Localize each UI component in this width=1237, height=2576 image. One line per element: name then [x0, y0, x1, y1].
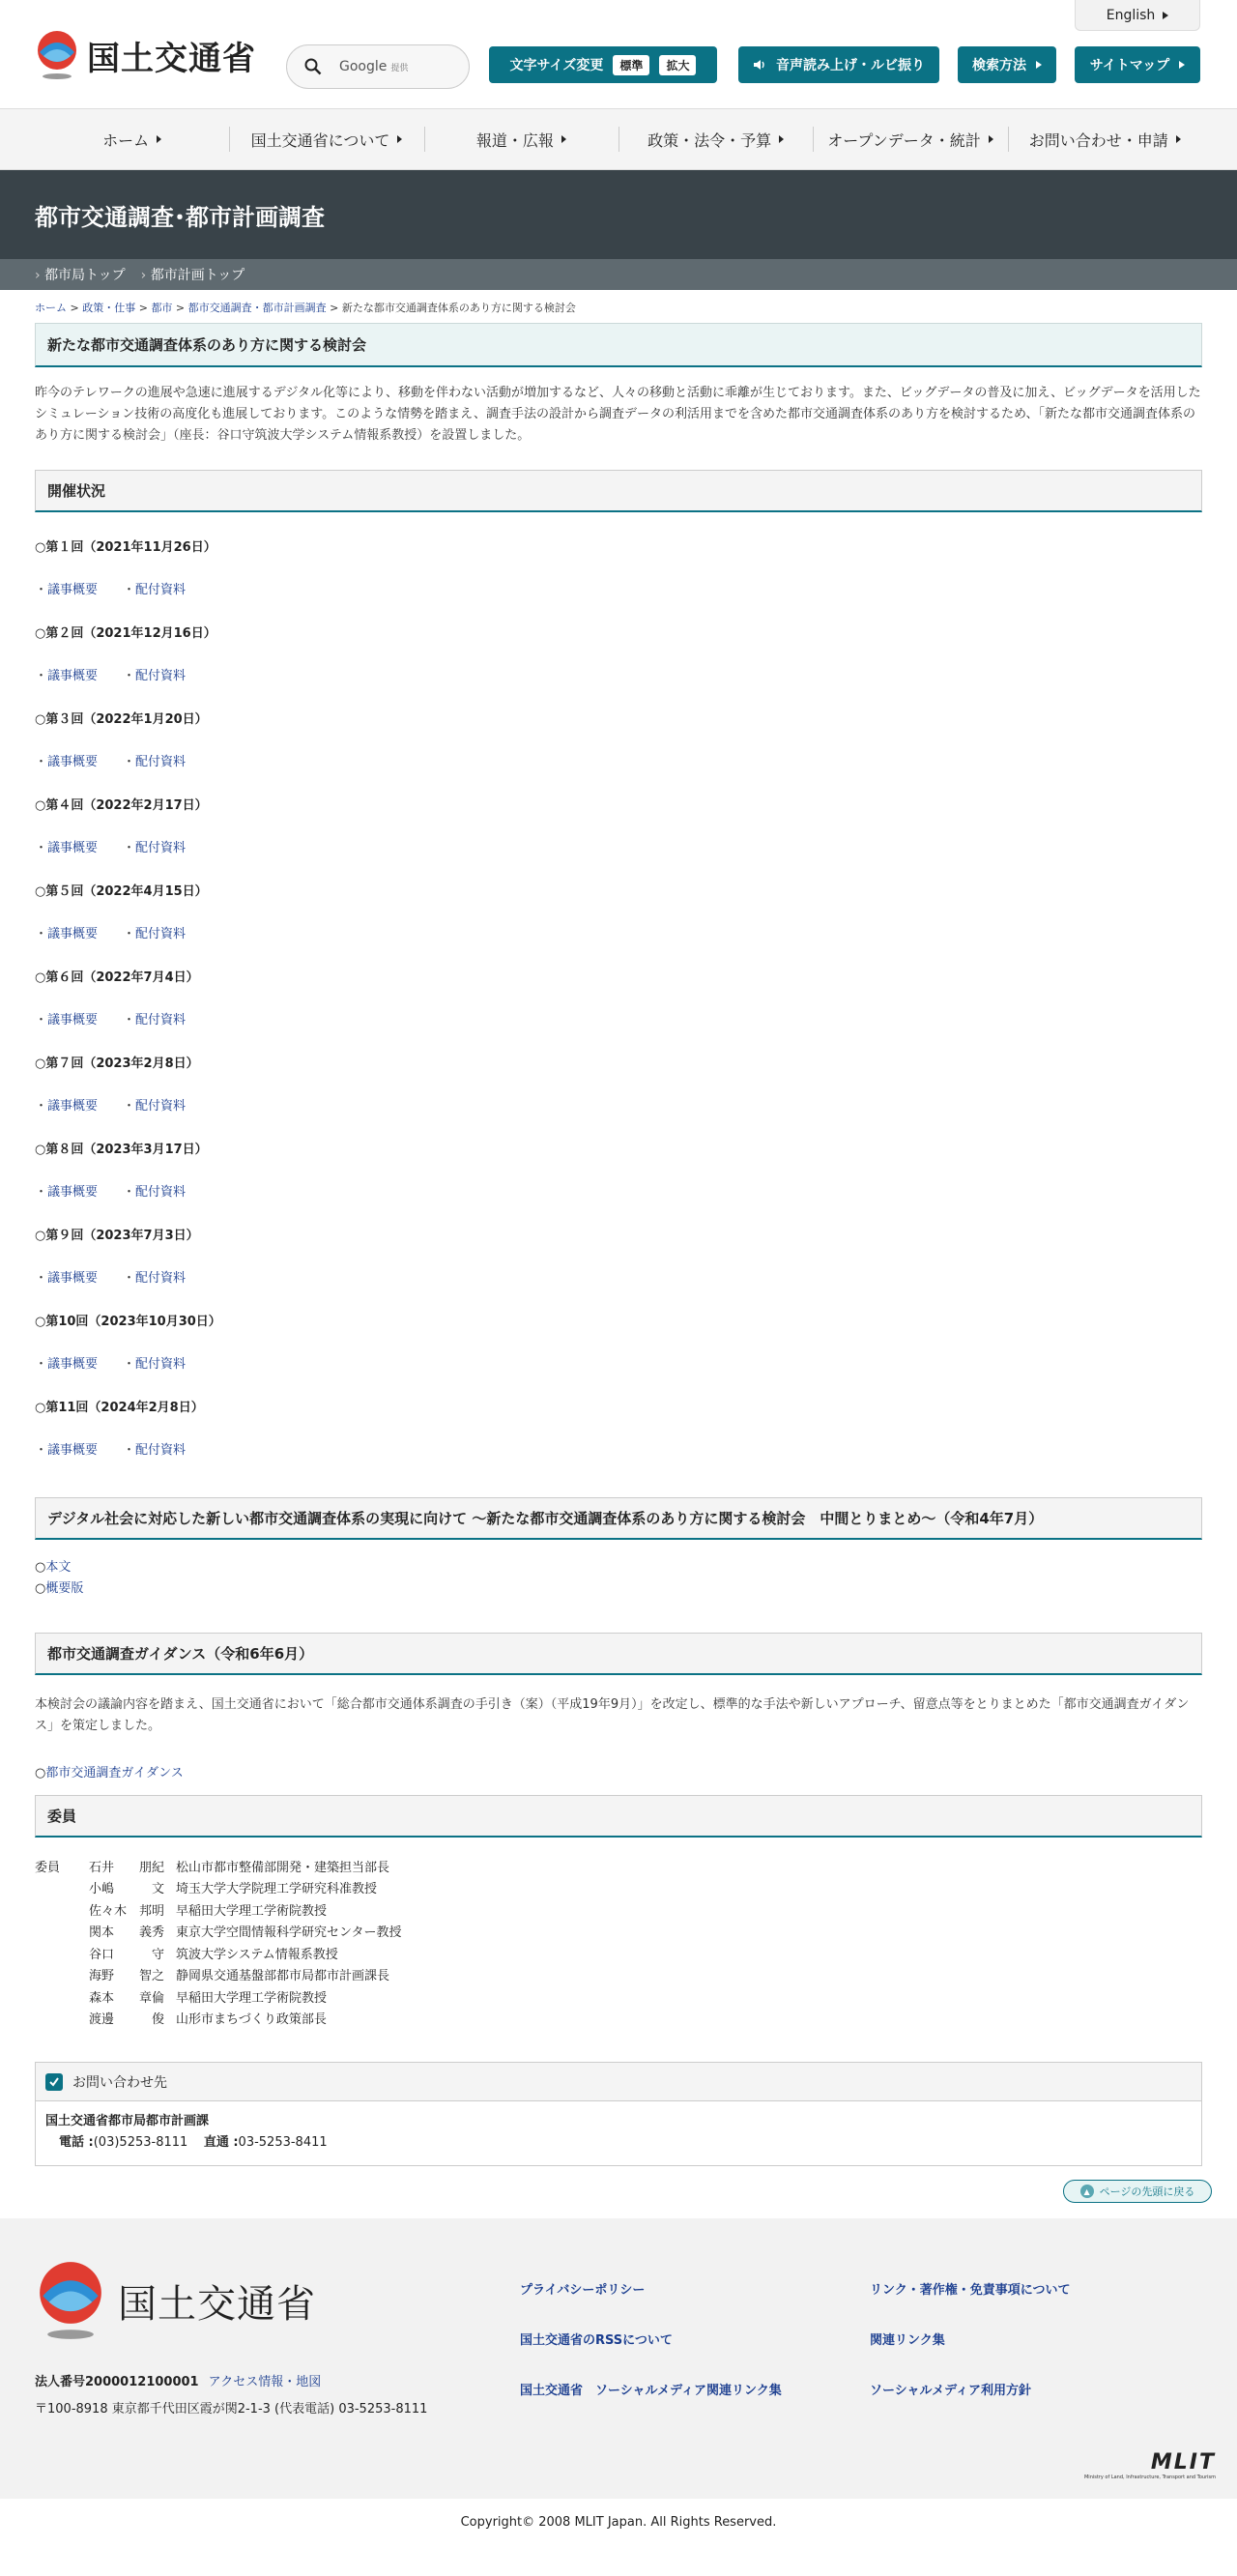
session-links: ・議事概要 ・配付資料: [35, 583, 187, 597]
member-row: [35, 1964, 1202, 1986]
member-affiliation: 東京大学空間情報科学研究センター教授: [176, 1925, 402, 1941]
chevron-right-icon: [157, 135, 161, 143]
session-links: ・議事概要 ・配付資料: [35, 841, 187, 855]
session-list: [35, 524, 1202, 1470]
mlit-emblem-icon: [35, 29, 79, 81]
minutes-link[interactable]: 議事概要: [47, 755, 99, 769]
interim-heading: デジタル社会に対応した新しい都市交通調査体系の実現に向けて ～新たな都市交通調査体系のあり方に関する検討会 中間とりまとめ～（令和4年7月）: [35, 1497, 1202, 1540]
member-affiliation: 早稲田大学理工学術院教授: [176, 1903, 328, 1919]
session-links: ・議事概要 ・配付資料: [35, 1271, 187, 1286]
site-header: [0, 0, 1237, 108]
session-title: ○第６回（2022年7月4日）: [35, 970, 199, 985]
english-link[interactable]: [1075, 0, 1200, 31]
site-footer: [0, 2218, 1237, 2499]
sitemap-label: サイトマップ: [1089, 58, 1170, 73]
member-name: [89, 2009, 176, 2027]
session-item: [35, 1126, 1202, 1212]
minutes-link[interactable]: 議事概要: [47, 927, 99, 941]
member-name: [89, 1900, 176, 1919]
member-name: [89, 1987, 176, 2006]
materials-link[interactable]: 配付資料: [135, 1443, 187, 1458]
minutes-link[interactable]: 議事概要: [47, 1013, 99, 1028]
session-links: ・議事概要 ・配付資料: [35, 1443, 187, 1458]
mlit-wordmark: [1084, 2450, 1216, 2480]
session-links: ・議事概要 ・配付資料: [35, 1013, 187, 1028]
member-family-name: 小嶋: [89, 1882, 115, 1897]
materials-link[interactable]: 配付資料: [135, 1013, 187, 1028]
section-title: 都市交通調査･都市計画調査: [0, 170, 1237, 259]
member-name: [89, 1857, 176, 1875]
contact-phones: [45, 2132, 1192, 2154]
footer-links: [520, 2280, 1160, 2402]
materials-link[interactable]: 配付資料: [135, 841, 187, 855]
member-given-name: 邦明: [138, 1903, 164, 1919]
session-title: ○第２回（2021年12月16日）: [35, 625, 216, 641]
page-title: 新たな都市交通調査体系のあり方に関する検討会: [35, 323, 1202, 367]
session-item: [35, 782, 1202, 868]
materials-link[interactable]: 配付資料: [135, 927, 187, 941]
bullet-icon: ›: [140, 268, 147, 283]
interim-summary-link[interactable]: 概要版: [45, 1581, 84, 1596]
status-heading: 開催状況: [35, 470, 1202, 512]
minutes-link[interactable]: 議事概要: [47, 1185, 99, 1200]
footer-logo-text: 国土交通省: [118, 2281, 316, 2327]
session-links: ・議事概要 ・配付資料: [35, 1099, 187, 1114]
direct-label: 直通 :: [203, 2135, 239, 2150]
session-links: ・議事概要 ・配付資料: [35, 1357, 187, 1372]
member-row: [35, 1942, 1202, 1964]
session-links: ・議事概要 ・配付資料: [35, 755, 187, 769]
footer-address: 〒100-8918 東京都千代田区霞が関2-1-3 (代表電話) 03-5253-8111: [35, 2402, 428, 2417]
member-row: [35, 1877, 1202, 1899]
member-affiliation: 埼玉大学大学院理工学研究科准教授: [176, 1882, 378, 1897]
rss-link[interactable]: 国土交通省のRSSについて: [520, 2333, 673, 2348]
voice-label: 音声読み上げ・ルビ振り: [776, 58, 925, 73]
google-brand: Google: [339, 59, 388, 74]
font-size-label: 文字サイズ変更: [509, 58, 604, 73]
member-given-name: 章倫: [138, 1990, 164, 2006]
font-standard-button[interactable]: 標準: [613, 55, 649, 75]
mlit-wordmark-sub: Ministry of Land, Infrastructure, Transport and Tourism: [1083, 2475, 1216, 2480]
member-given-name: 智之: [138, 1969, 164, 1984]
google-search-label: [339, 59, 408, 74]
member-name: [89, 1878, 176, 1896]
gnav-item-press[interactable]: [424, 109, 618, 169]
member-role: 委員: [35, 1860, 61, 1875]
member-row: [35, 2008, 1202, 2030]
contact-header: [36, 2063, 1201, 2101]
session-item: [35, 954, 1202, 1040]
gnav-label: オープンデータ・統計: [827, 130, 981, 150]
search-icon: [304, 58, 322, 75]
city-planning-top-link[interactable]: 都市計画トップ: [150, 268, 245, 283]
gnav-label: 報道・広報: [475, 130, 554, 150]
gnav-item-contact[interactable]: [1008, 109, 1202, 169]
breadcrumb: ホーム > 政策・仕事 > 都市 > 都市交通調査・都市計画調査 > 新たな都市交通調査体系のあり方に関する検討会: [35, 302, 576, 314]
member-name: [89, 1944, 176, 1962]
corporate-number: 法人番号2000012100001: [35, 2375, 199, 2389]
gnav-label: お問い合わせ・申請: [1028, 130, 1168, 150]
member-family-name: 石井: [89, 1860, 115, 1875]
guidance-text: 本検討会の議論内容を踏まえ、国土交通省において「総合都市交通体系調査の手引き（案）（平成19年9月）」を改定し、標準的な手法や新しいアプローチ、留意点等をとりまとめた「都市交通調査ガイダンス」を策定しました。: [35, 1697, 1190, 1733]
session-item: [35, 1212, 1202, 1298]
access-map-link[interactable]: アクセス情報・地図: [208, 2375, 322, 2389]
interim-links: ○本文 ○概要版: [35, 1560, 84, 1596]
back-to-top-button[interactable]: [1063, 2180, 1212, 2203]
gnav-item-home[interactable]: [35, 109, 229, 169]
section-links: [0, 259, 1237, 290]
member-given-name: 義秀: [138, 1925, 164, 1941]
member-row: [35, 1898, 1202, 1921]
session-title: ○第７回（2023年2月8日）: [35, 1056, 199, 1071]
breadcrumb-home[interactable]: ホーム: [35, 302, 67, 314]
minutes-link[interactable]: 議事概要: [47, 1271, 99, 1286]
member-given-name: 文: [151, 1882, 164, 1897]
search-method-button[interactable]: [958, 46, 1056, 83]
guidance-heading: 都市交通調査ガイダンス（令和6年6月）: [35, 1633, 1202, 1675]
session-item: [35, 696, 1202, 782]
member-family-name: 関本: [89, 1925, 115, 1941]
breadcrumb-current: 新たな都市交通調査体系のあり方に関する検討会: [341, 302, 576, 314]
social-media-links-link[interactable]: 国土交通省 ソーシャルメディア関連リンク集: [520, 2384, 782, 2398]
check-icon: [45, 2073, 63, 2091]
minutes-link[interactable]: 議事概要: [47, 583, 99, 597]
member-affiliation: 松山市都市整備部開発・建築担当部長: [176, 1860, 390, 1875]
session-item: [35, 1040, 1202, 1126]
session-title: ○第１回（2021年11月26日）: [35, 539, 216, 555]
session-links: ・議事概要 ・配付資料: [35, 1185, 187, 1200]
minutes-link[interactable]: 議事概要: [47, 669, 99, 683]
session-title: ○第11回（2024年2月8日）: [35, 1400, 204, 1415]
member-row: [35, 1855, 1202, 1877]
session-item: [35, 610, 1202, 696]
guidance-link[interactable]: 都市交通調査ガイダンス: [45, 1766, 184, 1780]
bullet-icon: ›: [35, 268, 41, 283]
footer-logo[interactable]: [35, 2259, 316, 2342]
session-title: ○第５回（2022年4月15日）: [35, 883, 208, 899]
member-name: [89, 1965, 176, 1983]
intro-text: 昨今のテレワークの進展や急速に進展するデジタル化等により、移動を伴わない活動が増加するなど、人々の移動と活動に乖離が生じております。また、ビッグデータの普及に加え、ビッグデータを活用したシミュレーション技術の高度化も進展しております。このような情勢を踏まえ、調査手法の設計から調査データの利活用までを含めた都市交通調査体系のあり方を検討するため、「新たな都市交通調査体系のあり方に関する検討会」（座長：谷口守筑波大学システム情報系教授）を設置しました。: [35, 386, 1201, 443]
member-family-name: 渡邊: [89, 2012, 115, 2028]
breadcrumb-city[interactable]: 都市: [151, 302, 173, 314]
contact-heading: お問い合わせ先: [72, 2074, 167, 2091]
minutes-link[interactable]: 議事概要: [47, 1443, 99, 1458]
logo-text: 国土交通省: [87, 39, 256, 78]
member-affiliation: 早稲田大学理工学術院教授: [176, 1990, 328, 2006]
arrow-up-icon: ▲: [1080, 2185, 1094, 2198]
session-item: [35, 524, 1202, 610]
member-affiliation: 静岡県交通基盤部都市局都市計画課長: [176, 1969, 390, 1984]
gnav-item-opendata[interactable]: [813, 109, 1007, 169]
sitemap-button[interactable]: [1075, 46, 1200, 83]
materials-link[interactable]: 配付資料: [135, 583, 187, 597]
chevron-right-icon: [561, 135, 566, 143]
member-affiliation: 山形市まちづくり政策部長: [176, 2012, 327, 2028]
session-title: ○第３回（2022年1月20日）: [35, 711, 208, 727]
session-item: [35, 1384, 1202, 1470]
gnav-label: 政策・法令・予算: [647, 130, 772, 150]
session-links: ・議事概要 ・配付資料: [35, 927, 187, 941]
contact-org: 国土交通省都市局都市計画課: [45, 2114, 210, 2128]
session-links: ・議事概要 ・配付資料: [35, 669, 187, 683]
gnav-item-policy[interactable]: [618, 109, 813, 169]
session-title: ○第10回（2023年10月30日）: [35, 1314, 221, 1329]
member-row: [35, 1921, 1202, 1943]
member-given-name: 朋紀: [138, 1860, 164, 1875]
member-family-name: 谷口: [89, 1947, 115, 1962]
phone-label: 電話 :: [59, 2135, 94, 2150]
member-name: [89, 1922, 176, 1940]
google-suffix: 提供: [390, 64, 409, 73]
speaker-icon: [753, 58, 766, 72]
member-given-name: 守: [151, 1947, 164, 1962]
chevron-right-icon: [1176, 135, 1181, 143]
font-size-control: [489, 46, 717, 83]
privacy-policy-link[interactable]: プライバシーポリシー: [520, 2283, 646, 2298]
materials-link[interactable]: 配付資料: [135, 755, 187, 769]
mlit-emblem-icon: [35, 2259, 106, 2342]
minutes-link[interactable]: 議事概要: [47, 1357, 99, 1372]
gnav-label: 国土交通省について: [250, 130, 390, 150]
chevron-right-icon: [779, 135, 784, 143]
contact-body: [36, 2101, 1201, 2165]
breadcrumb-survey[interactable]: 都市交通調査・都市計画調査: [187, 302, 327, 314]
session-title: ○第４回（2022年2月17日）: [35, 797, 208, 813]
member-family-name: 森本: [89, 1990, 115, 2006]
mlit-wordmark-text: MLIT: [1150, 2450, 1216, 2475]
related-links-link[interactable]: 関連リンク集: [870, 2333, 945, 2348]
gnav-label: ホーム: [102, 130, 150, 150]
search-method-label: 検索方法: [972, 58, 1026, 73]
materials-link[interactable]: 配付資料: [135, 1185, 187, 1200]
english-label: English: [1106, 7, 1156, 23]
contact-box: [35, 2062, 1202, 2166]
gnav-item-about[interactable]: [229, 109, 423, 169]
main-content: 新たな都市交通調査体系のあり方に関する検討会 昨今のテレワークの進展や急速に進展するデジタル化等により、移動を伴わない活動が増加するなど、人々の移動と活動に乖離が生じております。また、ビッグデータの普及に加え、ビッグデータを活用したシミュレーション技術の高度化も進展しております。このような情勢を踏まえ、調査手法の設計から調査データの利活用までを含めた都市交通調査体系のあり方を検討するため、「新たな都市交通調査体系のあり方に関する検討会」（座長：谷口守筑波大学システム情報系教授）を設置しました。 開催状況 ○第１回（2021年11月26日） ・議事概要 ・配付資料 ○第２回（2021年12月16日） ・議事概要 ・配付資料 ○第３回（2022年1月20日） ・議事概要 ・配付資料 ○第４回（2022年2月17日） ・議事概要 ・配付資料 ○第５回（2022年4月15日） ・議事概要 ・配付資料 ○第６回（2022年7月4日） ・議事概要 ・配付資料 ○第７回（2023年2月8日） ・議事概要 ・配付資料 ○第８回（2023年3月17日） ・議事概要 ・配付資料 ○第９回（2023年7月3日） ・議事概要 ・配付資料 ○第10回（2023年10月30日） ・議事概要 ・配付資料 ○第11回（2024年2月8日） ・議事概要 ・配付資料 デジタル社会に対応した新しい都市交通調査体系の実現に向けて ～新たな都市交通調査体系のあり方に関する検討会 中間とりまとめ～（令和4年7月） ○本文 ○概要版 都市交通調査ガイダンス（令和6年6月） 本検討会の議論内容を踏まえ、国土交通省において「総合都市交通体系調査の手引き（案）（平成19年9月）」を改定し、標準的な手法や新しいアプローチ、留意点等をとりまとめた「都市交通調査ガイダンス」を策定しました。 ○都市交通調査ガイダンス 委員 委員 石井 朋紀 松山市都市整備部開発・建築担当部長 小嶋 文 埼玉大学大学院理工学研究科准教授 佐々木 邦明 早稲田大学理工学術院教授 関本 義秀 東京大学空間情報科学研究センター教授 谷口 守 筑波大学システム情報系教授 海野 智之 静岡県交通基盤部都市局都市計画課長 森本 章倫 早稲田大学理工学術院教授 渡邊 俊 山形市まちづくり政策部長 お問い合わせ先 国土交通省都市局都市計画課 電話 :(03)5253-8111 直通 :03-5253-8411: [0, 323, 1237, 2166]
minutes-link[interactable]: 議事概要: [47, 1099, 99, 1114]
chevron-right-icon: [989, 135, 993, 143]
copyright: Copyright© 2008 MLIT Japan. All Rights Reserved.: [460, 2514, 777, 2530]
member-affiliation: 筑波大学システム情報系教授: [176, 1947, 338, 1962]
materials-link[interactable]: 配付資料: [135, 1271, 187, 1286]
session-title: ○第９回（2023年7月3日）: [35, 1228, 199, 1243]
members-heading: 委員: [35, 1795, 1202, 1838]
copyright-disclaimer-link[interactable]: リンク・著作権・免責事項について: [870, 2283, 1071, 2298]
materials-link[interactable]: 配付資料: [135, 669, 187, 683]
city-bureau-top-link[interactable]: 都市局トップ: [44, 268, 126, 283]
footer-info: [35, 2369, 427, 2423]
direct-number: 03-5253-8411: [238, 2135, 328, 2150]
chevron-right-icon: [1163, 12, 1168, 19]
back-to-top-label: ページの先頭に戻る: [1099, 2185, 1195, 2198]
search-input[interactable]: [286, 44, 470, 89]
breadcrumb-policy[interactable]: 政策・仕事: [82, 302, 136, 314]
member-given-name: 俊: [151, 2012, 164, 2028]
social-media-policy-link[interactable]: ソーシャルメディア利用方針: [870, 2384, 1032, 2398]
interim-full-text-link[interactable]: 本文: [45, 1560, 72, 1575]
site-logo[interactable]: [35, 29, 256, 81]
materials-link[interactable]: 配付資料: [135, 1099, 187, 1114]
chevron-right-icon: [1036, 61, 1042, 69]
chevron-right-icon: [397, 135, 402, 143]
member-family-name: 佐々木: [89, 1903, 128, 1919]
global-nav: [0, 108, 1237, 170]
member-list: [35, 1838, 1202, 2029]
minutes-link[interactable]: 議事概要: [47, 841, 99, 855]
session-item: [35, 868, 1202, 954]
voice-ruby-button[interactable]: [738, 46, 939, 83]
materials-link[interactable]: 配付資料: [135, 1357, 187, 1372]
member-row: [35, 1985, 1202, 2008]
session-title: ○第８回（2023年3月17日）: [35, 1142, 208, 1157]
session-item: [35, 1298, 1202, 1384]
font-large-button[interactable]: 拡大: [659, 55, 696, 75]
phone-number: (03)5253-8111: [93, 2135, 188, 2150]
member-family-name: 海野: [89, 1969, 115, 1984]
chevron-right-icon: [1179, 61, 1185, 69]
